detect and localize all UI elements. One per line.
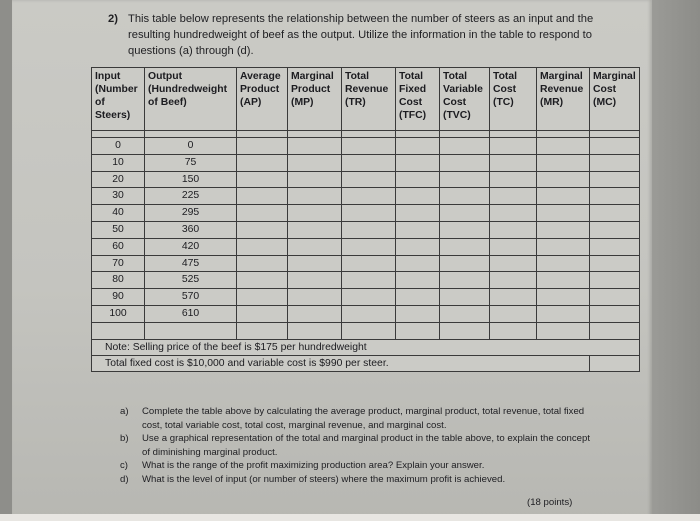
background-surface	[652, 0, 700, 521]
part-label: b)	[120, 433, 129, 444]
blank-cell[interactable]	[440, 238, 490, 255]
part-label: d)	[120, 473, 129, 485]
blank-cell[interactable]	[342, 171, 396, 188]
blank-cell[interactable]	[440, 289, 490, 306]
blank-cell[interactable]	[288, 322, 342, 339]
blank-cell[interactable]	[590, 355, 640, 371]
blank-cell[interactable]	[440, 272, 490, 289]
output-cell: 0	[145, 138, 237, 155]
header-tc: Total Cost (TC)	[490, 68, 537, 131]
table-row-empty	[92, 322, 640, 339]
blank-cell[interactable]	[288, 305, 342, 322]
part-c	[120, 459, 600, 473]
input-cell: 0	[92, 138, 145, 155]
blank-cell[interactable]	[490, 305, 537, 322]
table-row	[92, 171, 640, 188]
blank-cell[interactable]	[440, 322, 490, 339]
blank-cell[interactable]	[537, 238, 590, 255]
blank-cell[interactable]	[237, 238, 288, 255]
input-cell: 100	[92, 305, 145, 322]
question-parts	[120, 405, 600, 486]
blank-cell[interactable]	[440, 138, 490, 155]
output-cell: 570	[145, 289, 237, 306]
blank-cell[interactable]	[440, 188, 490, 205]
header-tr: Total Revenue (TR)	[342, 68, 396, 131]
blank-cell[interactable]	[440, 154, 490, 171]
table-row	[92, 289, 640, 306]
blank-cell[interactable]	[342, 205, 396, 222]
blank-cell[interactable]	[590, 305, 640, 322]
part-text: What is the level of input (or number of steers) where the maximum profit is achieved.	[142, 473, 506, 485]
input-cell: 10	[92, 154, 145, 171]
blank-cell[interactable]	[440, 205, 490, 222]
input-cell: 40	[92, 205, 145, 222]
blank-cell[interactable]	[590, 272, 640, 289]
blank-cell[interactable]	[440, 171, 490, 188]
part-d	[120, 473, 600, 487]
blank-cell[interactable]	[490, 138, 537, 155]
part-label: a)	[120, 406, 129, 417]
blank-cell[interactable]	[537, 221, 590, 238]
output-cell: 475	[145, 255, 237, 272]
blank-cell[interactable]	[342, 221, 396, 238]
blank-cell[interactable]	[590, 154, 640, 171]
output-cell: 225	[145, 188, 237, 205]
blank-cell[interactable]	[590, 138, 640, 155]
blank-cell[interactable]	[288, 289, 342, 306]
blank-cell[interactable]	[342, 305, 396, 322]
blank-cell[interactable]	[396, 305, 440, 322]
header-mc: Marginal Cost (MC)	[590, 68, 640, 131]
header-mr: Marginal Revenue (MR)	[537, 68, 590, 131]
question-number: 2)	[108, 13, 118, 25]
blank-cell[interactable]	[288, 138, 342, 155]
blank-cell[interactable]	[440, 305, 490, 322]
blank-cell[interactable]	[490, 205, 537, 222]
table-spacer-row	[92, 131, 640, 138]
table-row	[92, 272, 640, 289]
blank-cell[interactable]	[237, 255, 288, 272]
output-cell: 150	[145, 171, 237, 188]
output-cell: 295	[145, 205, 237, 222]
blank-cell[interactable]	[537, 322, 590, 339]
blank-cell[interactable]	[396, 255, 440, 272]
table-row	[92, 305, 640, 322]
blank-cell[interactable]	[590, 171, 640, 188]
blank-cell[interactable]	[396, 322, 440, 339]
blank-cell[interactable]	[490, 289, 537, 306]
blank-cell[interactable]	[288, 154, 342, 171]
blank-cell[interactable]	[537, 171, 590, 188]
blank-cell[interactable]	[490, 255, 537, 272]
blank-cell[interactable]	[237, 138, 288, 155]
part-a	[120, 405, 600, 432]
blank-cell[interactable]	[237, 289, 288, 306]
header-tfc: Total Fixed Cost (TFC)	[396, 68, 440, 131]
blank-cell[interactable]	[342, 289, 396, 306]
blank-cell[interactable]	[490, 171, 537, 188]
input-cell: 70	[92, 255, 145, 272]
blank-cell[interactable]	[396, 221, 440, 238]
blank-cell[interactable]	[237, 272, 288, 289]
blank-cell[interactable]	[237, 221, 288, 238]
blank-cell[interactable]	[237, 188, 288, 205]
header-output: Output (Hundredweight of Beef)	[145, 68, 237, 131]
blank-cell[interactable]	[396, 154, 440, 171]
question-text: This table below represents the relationship between the number of steers as an input and the resulting hundredweight of beef as the output. Utilize the information in the table to respond to questions (a) through (d).	[128, 13, 594, 57]
blank-cell[interactable]	[537, 205, 590, 222]
header-input: Input (Number of Steers)	[92, 68, 145, 131]
table-row	[92, 138, 640, 155]
blank-cell[interactable]	[288, 221, 342, 238]
input-cell: 20	[92, 171, 145, 188]
table-row	[92, 154, 640, 171]
blank-cell[interactable]	[288, 255, 342, 272]
blank-cell[interactable]	[237, 305, 288, 322]
blank-cell[interactable]	[396, 238, 440, 255]
blank-cell[interactable]	[288, 188, 342, 205]
blank-cell[interactable]	[342, 238, 396, 255]
blank-cell[interactable]	[237, 171, 288, 188]
note-row-price	[92, 339, 640, 355]
blank-cell[interactable]	[590, 221, 640, 238]
blank-cell[interactable]	[590, 188, 640, 205]
blank-cell[interactable]	[237, 154, 288, 171]
blank-cell[interactable]	[92, 322, 145, 339]
blank-cell[interactable]	[490, 322, 537, 339]
table-header-row	[92, 68, 640, 131]
blank-cell[interactable]	[288, 272, 342, 289]
points-label: (18 points)	[527, 497, 573, 508]
blank-cell[interactable]	[237, 322, 288, 339]
blank-cell[interactable]	[288, 205, 342, 222]
input-cell: 60	[92, 238, 145, 255]
table-row	[92, 205, 640, 222]
blank-cell[interactable]	[342, 272, 396, 289]
blank-cell[interactable]	[440, 221, 490, 238]
blank-cell[interactable]	[396, 171, 440, 188]
input-cell: 50	[92, 221, 145, 238]
note-row-costs	[92, 355, 640, 371]
blank-cell[interactable]	[440, 255, 490, 272]
blank-cell[interactable]	[342, 154, 396, 171]
blank-cell[interactable]	[342, 255, 396, 272]
output-cell: 420	[145, 238, 237, 255]
blank-cell[interactable]	[590, 238, 640, 255]
blank-cell[interactable]	[490, 272, 537, 289]
blank-cell[interactable]	[537, 289, 590, 306]
blank-cell[interactable]	[396, 289, 440, 306]
note-selling-price: Note: Selling price of the beef is $175 per hundredweight	[92, 339, 640, 355]
blank-cell[interactable]	[396, 205, 440, 222]
note-costs: Total fixed cost is $10,000 and variable cost is $990 per steer.	[92, 355, 590, 371]
table-row	[92, 238, 640, 255]
output-cell: 360	[145, 221, 237, 238]
blank-cell[interactable]	[537, 305, 590, 322]
blank-cell[interactable]	[490, 221, 537, 238]
blank-cell[interactable]	[145, 322, 237, 339]
header-tvc: Total Variable Cost (TVC)	[440, 68, 490, 131]
blank-cell[interactable]	[396, 188, 440, 205]
blank-cell[interactable]	[590, 289, 640, 306]
header-mp: Marginal Product (MP)	[288, 68, 342, 131]
input-cell: 30	[92, 188, 145, 205]
blank-cell[interactable]	[590, 205, 640, 222]
blank-cell[interactable]	[490, 188, 537, 205]
blank-cell[interactable]	[342, 322, 396, 339]
input-cell: 80	[92, 272, 145, 289]
table-row	[92, 188, 640, 205]
blank-cell[interactable]	[537, 255, 590, 272]
output-cell: 610	[145, 305, 237, 322]
blank-cell[interactable]	[288, 238, 342, 255]
blank-cell[interactable]	[342, 138, 396, 155]
part-text: What is the range of the profit maximizing production area? Explain your answer.	[142, 460, 485, 471]
output-cell: 525	[145, 272, 237, 289]
blank-cell[interactable]	[590, 322, 640, 339]
blank-cell[interactable]	[237, 205, 288, 222]
blank-cell[interactable]	[490, 154, 537, 171]
part-text: Complete the table above by calculating the average product, marginal product, total revenue, total fixed cost, total variable cost, total cost, marginal revenue, and marginal cost.	[142, 406, 585, 431]
output-cell: 75	[145, 154, 237, 171]
blank-cell[interactable]	[396, 138, 440, 155]
blank-cell[interactable]	[537, 188, 590, 205]
blank-cell[interactable]	[396, 272, 440, 289]
production-table	[91, 67, 640, 372]
blank-cell[interactable]	[590, 255, 640, 272]
blank-cell[interactable]	[490, 238, 537, 255]
part-label: c)	[120, 460, 128, 471]
blank-cell[interactable]	[342, 188, 396, 205]
part-text: Use a graphical representation of the total and marginal product in the table above, to explain the concept of diminishing marginal product.	[142, 433, 590, 458]
table-row	[92, 255, 640, 272]
header-ap: Average Product (AP)	[237, 68, 288, 131]
question-prompt	[110, 11, 600, 59]
blank-cell[interactable]	[288, 171, 342, 188]
part-b	[120, 432, 600, 459]
blank-cell[interactable]	[537, 154, 590, 171]
table-row	[92, 221, 640, 238]
input-cell: 90	[92, 289, 145, 306]
blank-cell[interactable]	[537, 272, 590, 289]
bottom-edge	[0, 514, 700, 521]
blank-cell[interactable]	[537, 138, 590, 155]
